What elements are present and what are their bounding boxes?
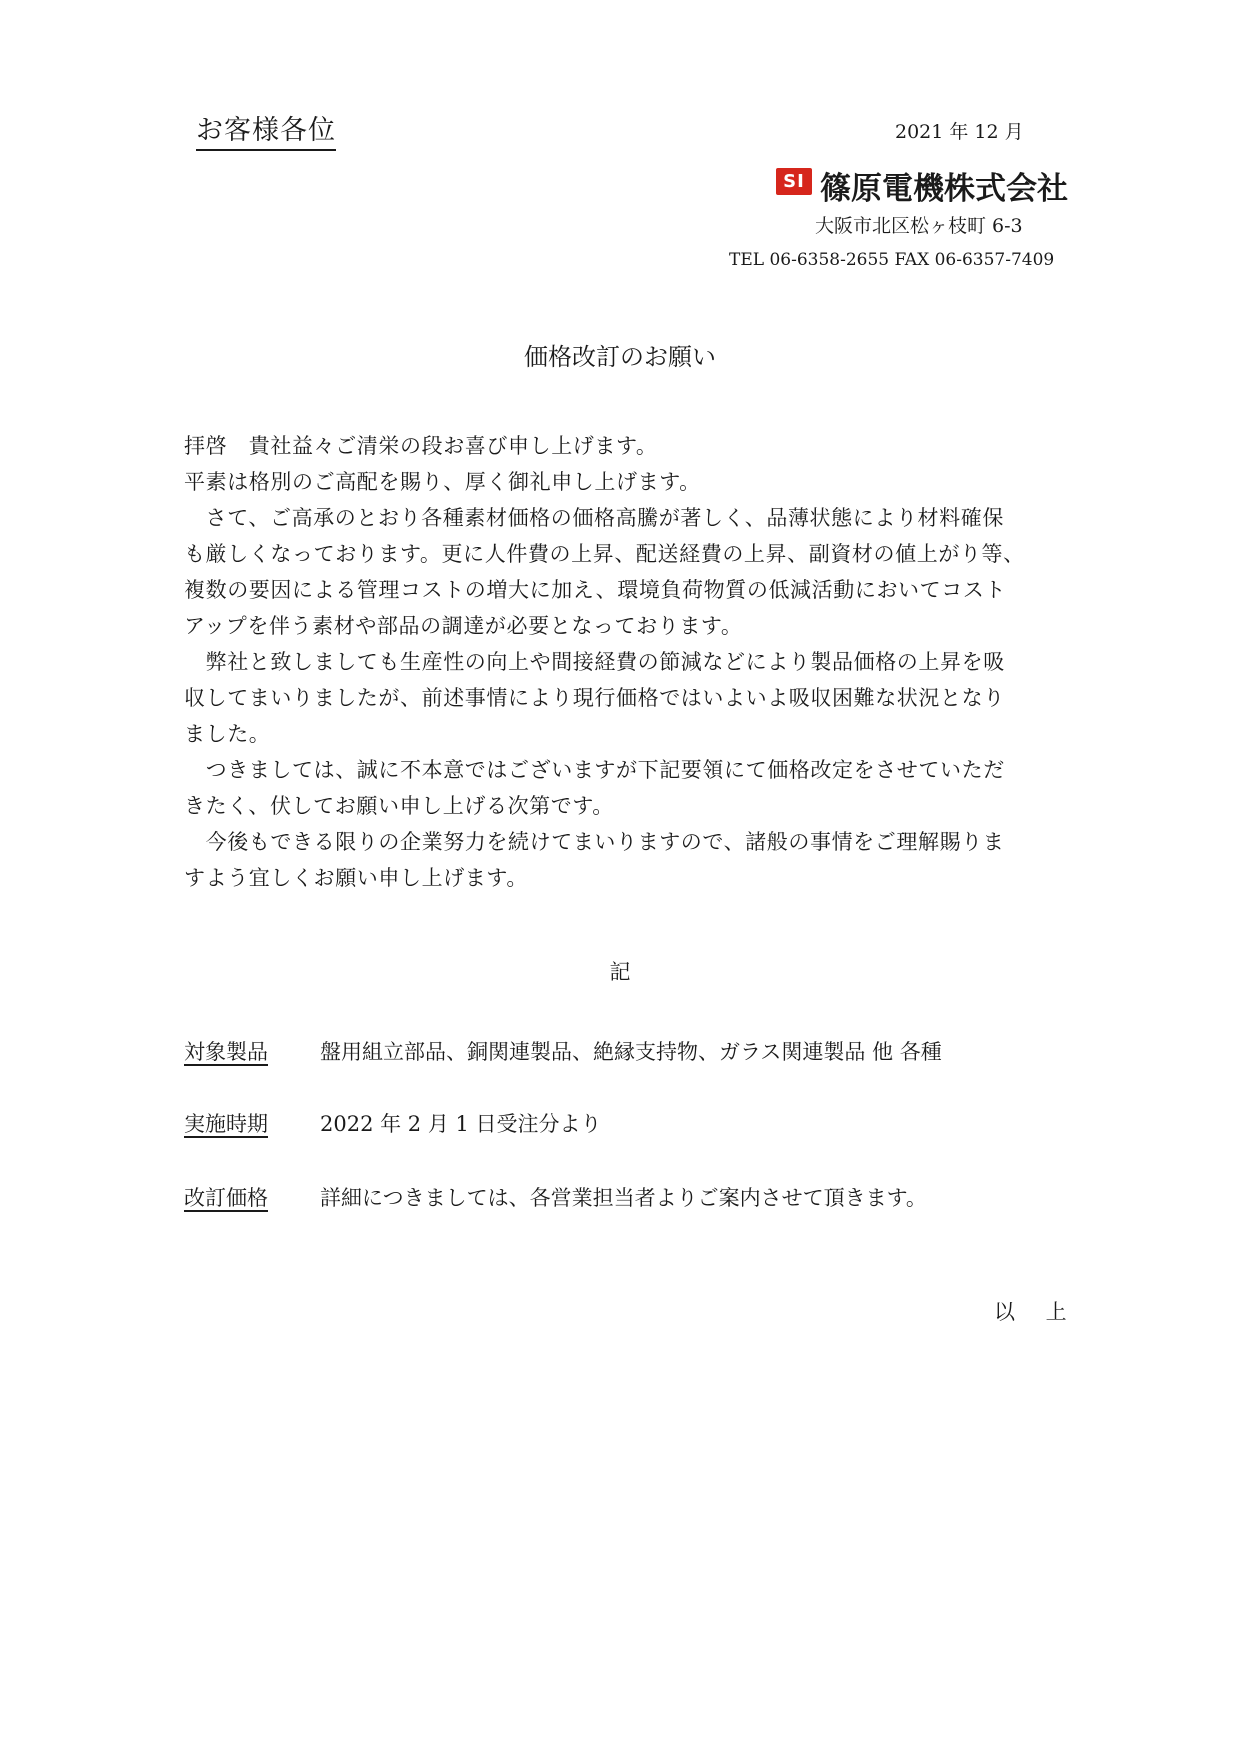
body-line: 平素は格別のご高配を賜り、厚く御礼申し上げます。 xyxy=(184,470,701,494)
company-name: 篠原電機株式会社 xyxy=(820,171,1068,207)
closing-mark: 以 上 xyxy=(994,1300,1079,1324)
body-line: きたく、伏してお願い申し上げる次第です。 xyxy=(184,794,614,818)
body-line: ました。 xyxy=(184,722,271,746)
body-line: 今後もできる限りの企業努力を続けてまいりますので、諸般の事情をご理解賜りま xyxy=(184,830,1005,854)
company-contact: TEL 06-6358-2655 FAX 06-6357-7409 xyxy=(729,250,1055,270)
body-line: 収してまいりましたが、前述事情により現行価格ではいよいよ吸収困難な状況となり xyxy=(184,686,1005,710)
item-label: 改訂価格 xyxy=(184,1186,268,1210)
body-line: すよう宜しくお願い申し上げます。 xyxy=(184,866,528,890)
item-label: 実施時期 xyxy=(184,1112,268,1136)
body-line: 複数の要因による管理コストの増大に加え、環境負荷物質の低減活動においてコスト xyxy=(184,578,1007,602)
ki-heading: 記 xyxy=(609,960,631,984)
item-label: 対象製品 xyxy=(184,1040,268,1064)
document-title: 価格改訂のお願い xyxy=(524,343,716,371)
letter-body xyxy=(184,428,1064,896)
document-date: 2021 年 12 月 xyxy=(895,121,1024,143)
body-line: つきましては、誠に不本意ではございますが下記要領にて価格改定をさせていただ xyxy=(184,758,1005,782)
company-address: 大阪市北区松ヶ枝町 6-3 xyxy=(815,215,1023,237)
body-line: 拝啓 貴社益々ご清栄の段お喜び申し上げます。 xyxy=(184,434,658,458)
body-line: さて、ご高承のとおり各種素材価格の価格高騰が著しく、品薄状態により材料確保 xyxy=(184,506,1004,530)
company-logo-icon: SI xyxy=(776,168,812,195)
item-value: 詳細につきましては、各営業担当者よりご案内させて頂きます。 xyxy=(320,1186,927,1210)
recipient: お客様各位 xyxy=(196,108,336,151)
body-line: アップを伴う素材や部品の調達が必要となっております。 xyxy=(184,614,743,638)
item-value: 2022 年 2 月 1 日受注分より xyxy=(320,1112,602,1136)
body-line: も厳しくなっております。更に人件費の上昇、配送経費の上昇、副資材の値上がり等、 xyxy=(184,542,1025,566)
body-line: 弊社と致しましても生産性の向上や間接経費の節減などにより製品価格の上昇を吸 xyxy=(184,650,1005,674)
item-value: 盤用組立部品、銅関連製品、絶縁支持物、ガラス関連製品 他 各種 xyxy=(320,1040,942,1064)
